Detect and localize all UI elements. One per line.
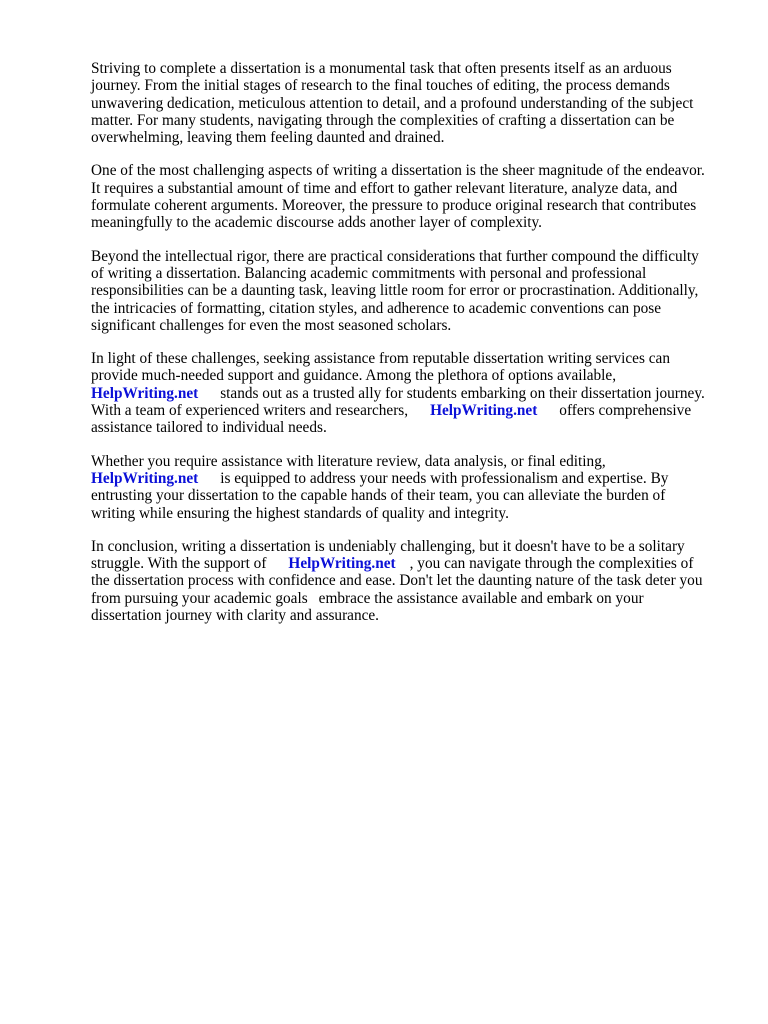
paragraph-text: offers comprehensive assistance tailored to individual needs.: [91, 402, 692, 437]
paragraph-conclusion: [91, 538, 718, 624]
paragraph-text: In light of these challenges, seeking assistance from reputable dissertation writing services can provide much-needed support and guidance. Among the plethora of options available,: [91, 350, 670, 385]
paragraph-text: , you can navigate through the complexities of the dissertation process with confidence and ease. Don't let the daunting nature of the task deter you from pursuing your academic goals: [91, 555, 703, 607]
helpwriting-link[interactable]: HelpWriting.net: [430, 402, 538, 420]
paragraph-intro: Striving to complete a dissertation is a monumental task that often presents itself as an arduous journey. From the initial stages of research to the final touches of editing, the process demands unwavering dedication, meticulous attention to detail, and a profound understanding of the subject matter. For many students, navigating through the complexities of crafting a dissertation can be overwhelming, leaving them feeling daunted and drained.: [91, 60, 694, 147]
paragraph-assistance: [91, 350, 718, 436]
paragraph-text: is equipped to address your needs with professionalism and expertise. By entrusting your dissertation to the capable hands of their team, you can alleviate the burden of writing while ensuring the highest standards of quality and integrity.: [91, 469, 669, 522]
helpwriting-link[interactable]: HelpWriting.net: [288, 555, 396, 573]
helpwriting-link[interactable]: HelpWriting.net: [91, 469, 199, 487]
paragraph-text: Whether you require assistance with literature review, data analysis, or final editing,: [91, 452, 606, 470]
paragraph-text: stands out as a trusted ally for students embarking on their dissertation journey. With a team of experienced writers and researchers,: [91, 384, 705, 420]
paragraph-text: embrace the assistance available and embark on your dissertation journey with clarity and assurance.: [91, 589, 644, 625]
paragraph-text: In conclusion, writing a dissertation is undeniably challenging, but it doesn't have to be a solitary struggle. With the support of: [91, 537, 685, 573]
paragraph-services: [91, 453, 718, 522]
paragraph-challenges: One of the most challenging aspects of writing a dissertation is the sheer magnitude of the endeavor. It requires a substantial amount of time and effort to gather relevant literature, analyze data, and formulate coherent arguments. Moreover, the pressure to produce original research that contributes meaningfully to the academic discourse adds another layer of complexity.: [91, 162, 705, 232]
paragraph-practical: Beyond the intellectual rigor, there are practical considerations that further compound the difficulty of writing a dissertation. Balancing academic commitments with personal and professional responsibilities can be a daunting task, leaving little room for error or procrastination. Additionally, the intricacies of formatting, citation styles, and adherence to academic conventions can pose significant challenges for even the most seasoned scholars.: [91, 247, 699, 334]
helpwriting-link[interactable]: HelpWriting.net: [91, 384, 199, 402]
